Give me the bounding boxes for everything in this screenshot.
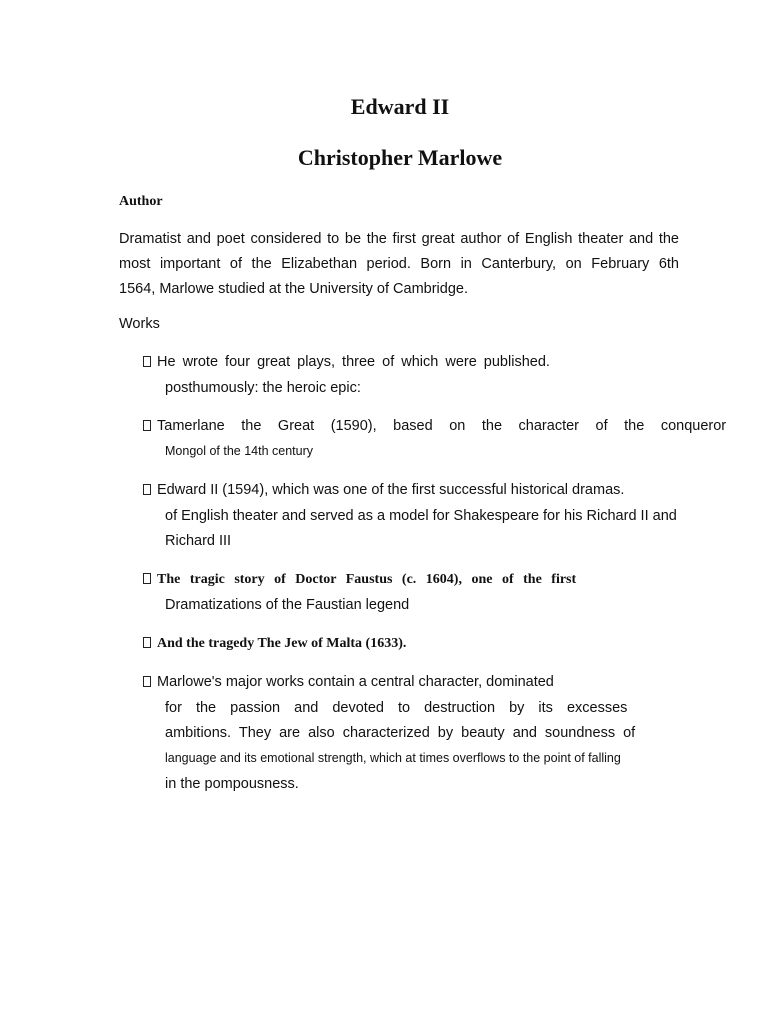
bullet-continuation: in the pompousness. — [165, 776, 299, 792]
works-heading: Works — [119, 316, 160, 332]
bullet-box-icon — [143, 676, 151, 687]
bullet-continuation: ambitions. They are also characterized by beauty and soundness of — [165, 725, 636, 741]
bullet-box-icon — [143, 573, 151, 584]
bullet-text: And the tragedy The Jew of Malta (1633). — [157, 636, 407, 651]
bullet-continuation: Dramatizations of the Faustian legend — [165, 597, 410, 613]
bullet-text: Edward II (1594), which was one of the first successful historical dramas. — [157, 482, 625, 498]
author-bio-line-2: most important of the Elizabethan period. Born in Canterbury, on February 6th — [119, 256, 679, 272]
author-bio-line-3: 1564, Marlowe studied at the University of Cambridge. — [119, 281, 468, 297]
bullet-item — [143, 674, 554, 690]
bullet-box-icon — [143, 420, 151, 431]
bullet-text: The tragic story of Doctor Faustus (c. 1604), one of the first — [157, 572, 577, 587]
bullet-text: Tamerlane the Great (1590), based on the character of the conqueror — [157, 418, 727, 434]
bullet-continuation: Mongol of the 14th century — [165, 444, 314, 458]
bullet-text: He wrote four great plays, three of which were published. — [157, 354, 550, 370]
bullet-text: Marlowe's major works contain a central character, dominated — [157, 674, 554, 690]
document-title: Edward II — [350, 94, 450, 119]
bullet-continuation: Richard III — [165, 533, 232, 549]
bullet-item — [143, 354, 550, 370]
bullet-continuation: posthumously: the heroic epic: — [165, 380, 361, 396]
author-heading: Author — [119, 194, 163, 209]
author-name: Christopher Marlowe — [297, 145, 503, 170]
bullet-continuation: of English theater and served as a model for Shakespeare for his Richard II and — [165, 508, 677, 524]
bullet-box-icon — [143, 484, 151, 495]
bullet-continuation: for the passion and devoted to destruction by its excesses — [165, 700, 628, 716]
author-bio-line-1: Dramatist and poet considered to be the first great author of English theater and the — [119, 231, 679, 247]
bullet-continuation: language and its emotional strength, which at times overflows to the point of falling — [165, 751, 621, 765]
bullet-box-icon — [143, 637, 151, 648]
bullet-item — [143, 418, 727, 434]
bullet-box-icon — [143, 356, 151, 367]
bullet-item — [143, 636, 406, 652]
bullet-item — [143, 572, 576, 588]
bullet-item — [143, 482, 624, 498]
